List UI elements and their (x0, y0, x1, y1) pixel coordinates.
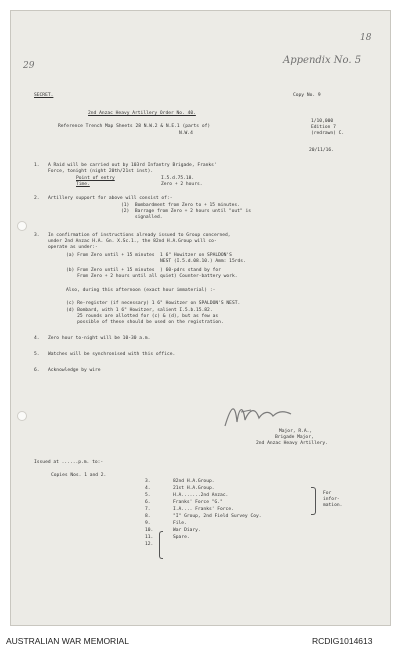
signature-role: Brigade Major, (275, 435, 314, 440)
para-1-text: A Raid will be carried out by 103rd Infantry Brigade, Franks' (48, 163, 217, 168)
para-3-item: NEST (I.5.d.08.10.) Amm: 15rds. (66, 259, 246, 264)
para-3-text: In confirmation of instructions already issued to Group concerned, (48, 233, 231, 238)
map-scale: 1/10,000 (311, 119, 334, 124)
punch-hole (17, 221, 27, 231)
para-3-item: From Zero + 2 hours until all quiet) Counter-battery work. (66, 274, 238, 279)
copy-number: Copy No. 9 (293, 93, 321, 98)
punch-hole (17, 411, 27, 421)
distribution-recipient: Franks' Force "G." (173, 500, 223, 505)
copies-label: Copies Nos. 1 and 2. (51, 473, 107, 478)
time-value: Zero + 2 hours. (161, 182, 203, 187)
corner-pencil-mark: 29 (23, 61, 35, 71)
distribution-recipient: H.A.......2nd Anzac. (173, 493, 229, 498)
para-5-text: Watches will be synchronised with this office. (48, 352, 176, 357)
para-number: 2. (34, 196, 40, 201)
signature-unit: 2nd Anzac Heavy Artillery. (256, 441, 328, 446)
order-date: 20/11/16. (309, 148, 334, 153)
map-redrawn: (redrawn) C. (311, 131, 345, 136)
secret-label: SECRET. (34, 93, 54, 98)
appendix-note: Appendix No. 5 (283, 55, 362, 66)
time-label: Time. (76, 182, 90, 187)
distribution-number: 10. (145, 528, 154, 533)
distribution-recipient: 21st H.A.Group. (173, 486, 215, 491)
page-number: 18 (360, 33, 372, 43)
footer-record-id: RCDIG1014613 (312, 636, 373, 646)
point-of-entry-value: I.5.d.75.18. (161, 176, 195, 181)
distribution-number: 12. (145, 542, 154, 547)
reference-sheet: N.W.4 (179, 131, 193, 136)
reference-line: Reference Trench Map Sheets 28 N.W.2 & N.E.1 (parts of) (58, 124, 211, 129)
para-3-item: (a) From Zero until + 15 minutes 1 6" Howitzer on SPALDON'S (66, 253, 232, 258)
issued-line: Issued at ......p.m. to:- (34, 460, 104, 465)
handwritten-signature (221, 396, 296, 432)
distribution-number: 9. (145, 521, 151, 526)
distribution-number: 6. (145, 500, 151, 505)
para-6-text: Acknowledge by wire (48, 368, 101, 373)
para-number: 6. (34, 368, 40, 373)
for-information-note: infor- (323, 497, 340, 502)
for-information-note: For (323, 491, 332, 496)
distribution-recipient: File. (173, 521, 187, 526)
for-information-note: mation. (323, 503, 343, 508)
distribution-recipient: I.A.... Franks' Force. (173, 507, 234, 512)
distribution-number: 7. (145, 507, 151, 512)
para-number: 1. (34, 163, 40, 168)
signature-rank: Major, R.A., (279, 429, 313, 434)
para-3-also: Also, during this afternoon (exact hour immaterial) :- (66, 288, 216, 293)
distribution-recipient: War Diary. (173, 528, 201, 533)
brace (159, 531, 163, 559)
para-3-item: (c) Re-register (if necessary) 1 6" Howitzer on SPALDON'S NEST. (66, 301, 241, 306)
para-number: 3. (34, 233, 40, 238)
para-2-item: (2) Barrage from Zero + 2 hours until "out" is (121, 209, 251, 214)
map-edition: Edition 7 (311, 125, 336, 130)
distribution-recipient: 82nd H.A.Group. (173, 479, 215, 484)
distribution-recipient: "I" Group, 2nd Field Survey Coy. (173, 514, 262, 519)
para-2-text: Artillery support for above will consist of:- (48, 196, 173, 201)
distribution-recipient: Spare. (173, 535, 190, 540)
para-3-item: (b) From Zero until + 15 minutes ) 60-pdrs stand by for (66, 268, 221, 273)
document-page (10, 10, 391, 626)
para-3-text: operate as under:- (48, 245, 98, 250)
distribution-number: 3. (145, 479, 151, 484)
distribution-number: 11. (145, 535, 154, 540)
para-3-text: under 2nd Anzac H.A. Gn. X.Sc.1., the 82nd H.A.Group will co- (48, 239, 217, 244)
para-4-text: Zero hour to-night will be 10-30 a.m. (48, 336, 151, 341)
distribution-number: 4. (145, 486, 151, 491)
para-2-item: signalled. (121, 215, 163, 220)
para-number: 5. (34, 352, 40, 357)
para-3-item: 25 rounds are allotted for (c) & (d), but as few as (66, 314, 219, 319)
distribution-number: 8. (145, 514, 151, 519)
para-3-item: possible of these should be used on the registration. (66, 320, 224, 325)
para-2-item: (1) Bombardment from Zero to + 15 minutes. (121, 203, 240, 208)
point-of-entry-label: Point of entry (76, 176, 115, 181)
order-title: 2nd Anzac Heavy Artillery Order No. 40. (88, 111, 196, 116)
distribution-number: 5. (145, 493, 151, 498)
para-1-text: Force, tonight (night 20th/21st inst). (48, 169, 154, 174)
brace (311, 487, 316, 515)
para-3-item: (d) Bombard, with 1 6" Howitzer, salient I.5.b.15.82. (66, 308, 213, 313)
footer-credit: AUSTRALIAN WAR MEMORIAL (6, 636, 129, 646)
para-number: 4. (34, 336, 40, 341)
